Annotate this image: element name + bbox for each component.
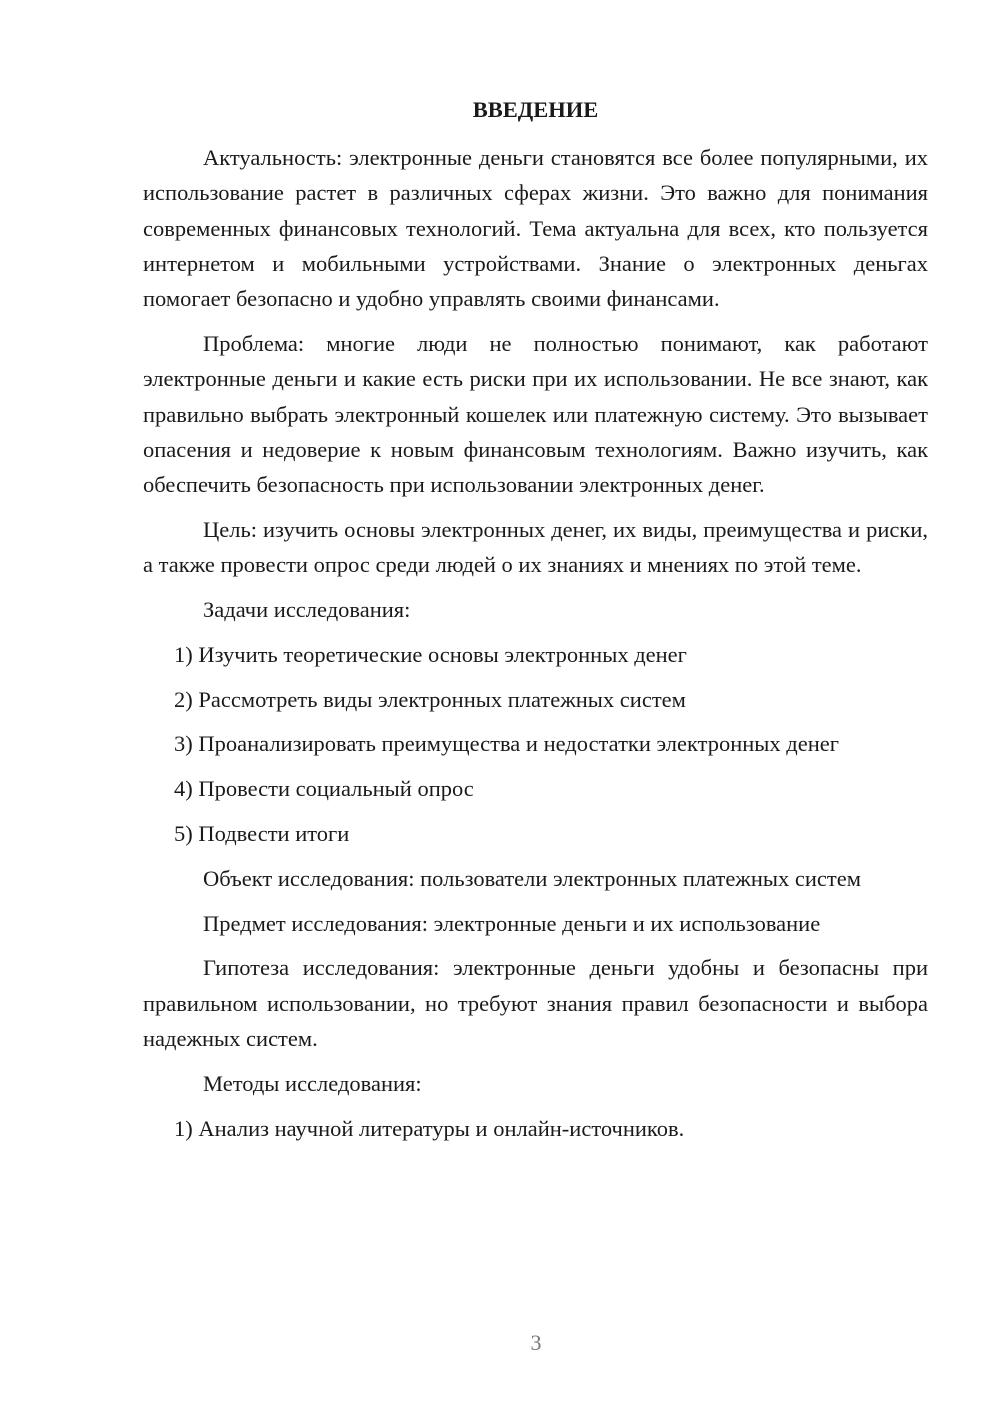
object-paragraph: Объект исследования: пользователи электронных платежных систем <box>203 865 861 891</box>
methods-heading: Методы исследования: <box>203 1070 422 1096</box>
section-title: ВВЕДЕНИЕ <box>472 97 599 122</box>
task-item: 2) Рассмотреть виды электронных платежных систем <box>174 686 686 712</box>
goal-paragraph: Цель: изучить основы электронных денег, их виды, преимущества и риски, а также провести опрос среди людей о их знаниях и мнениях по этой теме. <box>143 516 928 578</box>
method-item: 1) Анализ научной литературы и онлайн-источников. <box>174 1115 685 1141</box>
hypothesis-paragraph: Гипотеза исследования: электронные деньги удобны и безопасны при правильном использовании, но требуют знания правил безопасности и выбора надежных систем. <box>143 955 928 1052</box>
task-item: 1) Изучить теоретические основы электронных денег <box>174 641 687 667</box>
subject-paragraph: Предмет исследования: электронные деньги и их использование <box>203 910 821 936</box>
page-number: 3 <box>530 1330 542 1355</box>
document-page <box>143 92 928 1155</box>
task-item: 4) Провести социальный опрос <box>174 776 474 802</box>
task-item: 3) Проанализировать преимущества и недостатки электронных денег <box>174 731 839 757</box>
methods-list <box>143 1111 928 1146</box>
problem-paragraph: Проблема: многие люди не полностью понимают, как работают электронные деньги и какие есть риски при их использовании. Не все знают, как правильно выбрать электронный кошелек или платежную систему. Это вызывает опасения и недоверие к новым финансовым технологиям. Важно изучить, как обеспечить безопасность при использовании электронных денег. <box>143 330 928 498</box>
tasks-heading: Задачи исследования: <box>203 597 411 623</box>
task-item: 5) Подвести итоги <box>174 821 350 847</box>
tasks-list <box>143 637 928 851</box>
relevance-paragraph: Актуальность: электронные деньги становятся все более популярными, их использование растет в различных сферах жизни. Это важно для понимания современных финансовых технологий. Тема актуальна для всех, кто пользуется интернетом и мобильными устройствами. Знание о электронных деньгах помогает безопасно и удобно управлять своими финансами. <box>143 145 928 312</box>
